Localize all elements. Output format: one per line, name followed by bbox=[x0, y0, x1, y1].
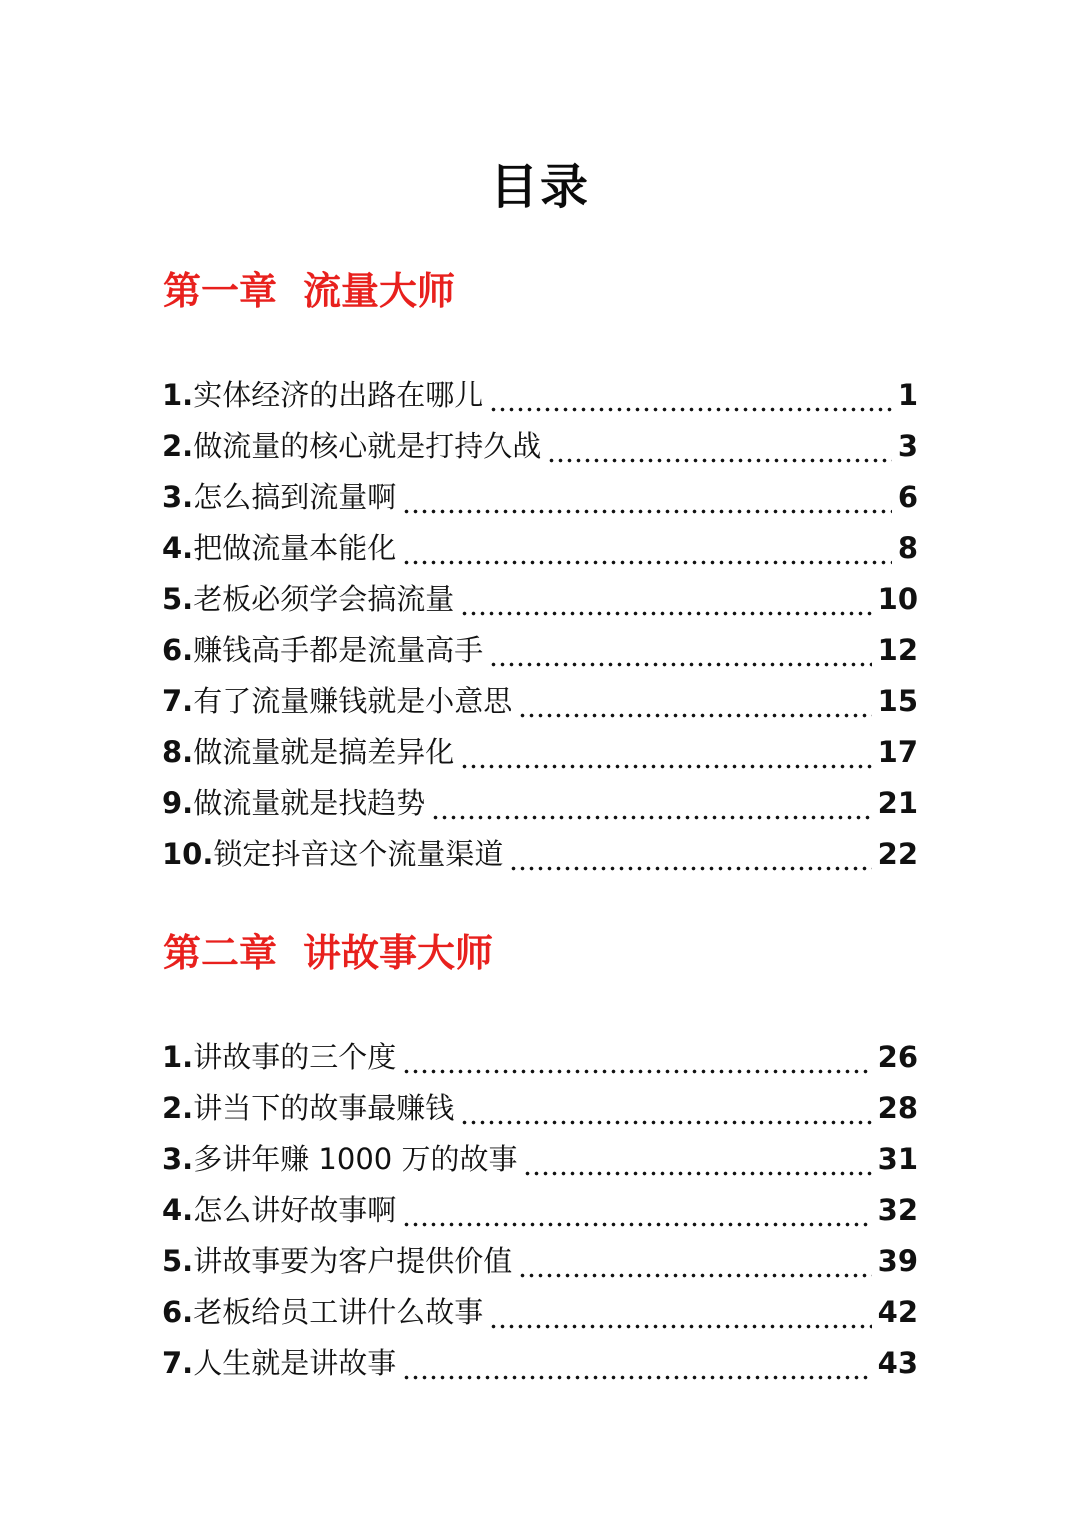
toc-list-chapter-1 bbox=[162, 370, 918, 880]
dot-leader bbox=[402, 1185, 871, 1236]
dot-leader bbox=[431, 778, 871, 829]
entry-number: 3. bbox=[162, 480, 194, 514]
entry-number: 2. bbox=[162, 1091, 194, 1125]
entry-number: 1. bbox=[162, 378, 194, 412]
chapter-heading-2 bbox=[163, 928, 493, 978]
toc-entry[interactable] bbox=[162, 370, 918, 421]
entry-page-number: 22 bbox=[877, 837, 918, 871]
dot-leader bbox=[402, 472, 892, 523]
chapter-number: 第二章 bbox=[163, 931, 278, 975]
dot-leader bbox=[523, 1134, 871, 1185]
toc-entry[interactable] bbox=[162, 1287, 918, 1338]
dot-leader bbox=[460, 727, 871, 778]
entry-title: 锁定抖音这个流量渠道 bbox=[213, 837, 504, 871]
entry-title: 讲故事的三个度 bbox=[193, 1040, 397, 1074]
entry-page-number: 26 bbox=[877, 1040, 918, 1074]
chapter-title: 讲故事大师 bbox=[303, 931, 494, 975]
entry-title: 把做流量本能化 bbox=[193, 531, 397, 565]
chapter-number: 第一章 bbox=[163, 269, 278, 313]
entry-title: 讲当下的故事最赚钱 bbox=[193, 1091, 455, 1125]
entry-page-number: 21 bbox=[877, 786, 918, 820]
entry-title: 老板必须学会搞流量 bbox=[193, 582, 455, 616]
entry-title: 多讲年赚 1000 万的故事 bbox=[193, 1142, 518, 1176]
entry-page-number: 3 bbox=[897, 429, 918, 463]
entry-number: 7. bbox=[162, 684, 194, 718]
entry-number: 3. bbox=[162, 1142, 194, 1176]
entry-page-number: 12 bbox=[877, 633, 918, 667]
toc-entry[interactable] bbox=[162, 1032, 918, 1083]
entry-number: 9. bbox=[162, 786, 194, 820]
chapter-title: 流量大师 bbox=[303, 269, 456, 313]
entry-page-number: 31 bbox=[877, 1142, 918, 1176]
dot-leader bbox=[460, 574, 871, 625]
entry-title: 有了流量赚钱就是小意思 bbox=[193, 684, 513, 718]
entry-page-number: 1 bbox=[897, 378, 918, 412]
dot-leader bbox=[489, 1287, 871, 1338]
entry-title: 做流量的核心就是打持久战 bbox=[193, 429, 542, 463]
entry-page-number: 28 bbox=[877, 1091, 918, 1125]
toc-entry[interactable] bbox=[162, 472, 918, 523]
entry-title: 人生就是讲故事 bbox=[193, 1346, 397, 1380]
dot-leader bbox=[509, 829, 871, 880]
entry-page-number: 6 bbox=[897, 480, 918, 514]
entry-number: 5. bbox=[162, 582, 194, 616]
toc-list-chapter-2 bbox=[162, 1032, 918, 1389]
entry-page-number: 43 bbox=[877, 1346, 918, 1380]
entry-page-number: 17 bbox=[877, 735, 918, 769]
page-title: 目录 bbox=[489, 159, 590, 215]
entry-number: 10. bbox=[162, 837, 214, 871]
entry-page-number: 32 bbox=[877, 1193, 918, 1227]
entry-title: 做流量就是找趋势 bbox=[193, 786, 426, 820]
entry-number: 7. bbox=[162, 1346, 194, 1380]
entry-title: 赚钱高手都是流量高手 bbox=[193, 633, 484, 667]
dot-leader bbox=[547, 421, 892, 472]
entry-page-number: 39 bbox=[877, 1244, 918, 1278]
dot-leader bbox=[518, 676, 871, 727]
entry-title: 做流量就是搞差异化 bbox=[193, 735, 455, 769]
toc-entry[interactable] bbox=[162, 727, 918, 778]
entry-title: 怎么搞到流量啊 bbox=[193, 480, 397, 514]
entry-title: 怎么讲好故事啊 bbox=[193, 1193, 397, 1227]
entry-number: 5. bbox=[162, 1244, 194, 1278]
entry-page-number: 15 bbox=[877, 684, 918, 718]
entry-number: 6. bbox=[162, 1295, 194, 1329]
dot-leader bbox=[489, 370, 892, 421]
toc-entry[interactable] bbox=[162, 421, 918, 472]
entry-title: 实体经济的出路在哪儿 bbox=[193, 378, 484, 412]
toc-entry[interactable] bbox=[162, 676, 918, 727]
dot-leader bbox=[402, 523, 892, 574]
toc-entry[interactable] bbox=[162, 1134, 918, 1185]
dot-leader bbox=[518, 1236, 871, 1287]
dot-leader bbox=[460, 1083, 871, 1134]
toc-entry[interactable] bbox=[162, 523, 918, 574]
dot-leader bbox=[402, 1032, 871, 1083]
dot-leader bbox=[489, 625, 871, 676]
entry-title: 讲故事要为客户提供价值 bbox=[193, 1244, 513, 1278]
entry-number: 4. bbox=[162, 1193, 194, 1227]
entry-number: 6. bbox=[162, 633, 194, 667]
entry-number: 4. bbox=[162, 531, 194, 565]
toc-entry[interactable] bbox=[162, 1185, 918, 1236]
dot-leader bbox=[402, 1338, 871, 1389]
toc-entry[interactable] bbox=[162, 1236, 918, 1287]
entry-number: 2. bbox=[162, 429, 194, 463]
toc-entry[interactable] bbox=[162, 1083, 918, 1134]
toc-entry[interactable] bbox=[162, 574, 918, 625]
entry-page-number: 42 bbox=[877, 1295, 918, 1329]
toc-entry[interactable] bbox=[162, 625, 918, 676]
toc-entry[interactable] bbox=[162, 829, 918, 880]
chapter-heading-1 bbox=[163, 266, 455, 316]
entry-page-number: 8 bbox=[897, 531, 918, 565]
toc-entry[interactable] bbox=[162, 778, 918, 829]
entry-number: 1. bbox=[162, 1040, 194, 1074]
entry-title: 老板给员工讲什么故事 bbox=[193, 1295, 484, 1329]
entry-page-number: 10 bbox=[877, 582, 918, 616]
entry-number: 8. bbox=[162, 735, 194, 769]
toc-entry[interactable] bbox=[162, 1338, 918, 1389]
